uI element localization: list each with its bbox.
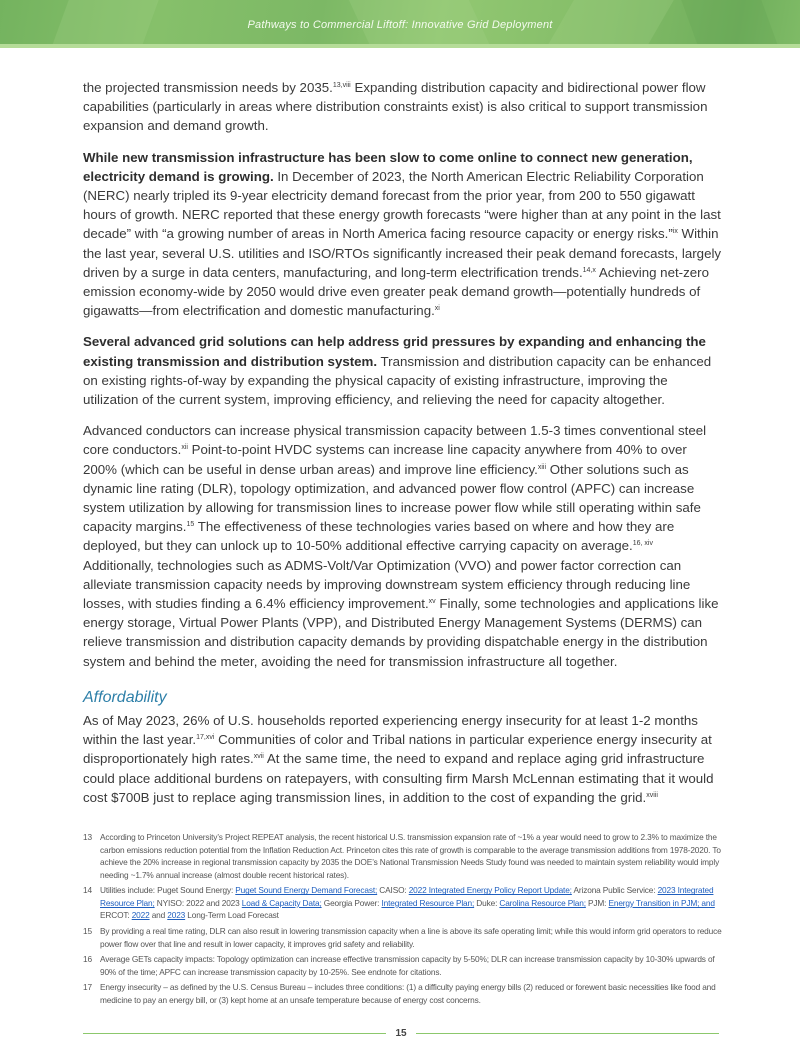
footnote-number: 14 (83, 885, 92, 896)
text-run: Within the last year, several U.S. utilities and ISO/RTOs significantly increased their peak demand forecasts, largely driven by a surge in data centers, manufacturing, and long-term electrification trends. (83, 226, 722, 280)
footnote-reference[interactable]: 14,x (582, 266, 596, 274)
text-run: the projected transmission needs by 2035. (83, 80, 333, 95)
text-run: Duke: (474, 897, 500, 908)
text-run: Transmission and distribution capacity can be enhanced on existing rights-of-way by expanding the physical capacity of existing infrastructure, improving the utilization of the current system, improving efficiency, and relieving the need for capacity altogether. (83, 353, 712, 408)
footer-rule-left (83, 1033, 386, 1035)
footnote-reference[interactable]: 15 (186, 521, 195, 529)
text-run: ERCOT: (100, 910, 132, 921)
page-number: 15 (395, 1027, 407, 1039)
text-run: At the same time, the need to expand and replace aging grid infrastructure could place additional burdens on ratepayers, with consulting firm Marsh McLennan estimating that it would cost $700B just to replace aging transmission lines, in addition to the cost of expanding the grid. (83, 751, 714, 805)
main-content (83, 78, 723, 807)
text-run: As of May 2023, 26% of U.S. households reported experiencing energy insecurity for at least 1-2 months within the last year. (83, 712, 698, 748)
text-run: Expanding distribution capacity and bidirectional power flow capabilities (particularly in areas where distribution constraints exist) is also critical to support transmission expansion and demand growth. (83, 80, 708, 134)
footnote-text (100, 981, 723, 1006)
footnote-reference[interactable]: xiii (537, 463, 546, 471)
text-run: and (149, 910, 168, 921)
lead-sentence: Several advanced grid solutions can help address grid pressures by expanding and enhancing the existing transmission and distribution system. (83, 334, 706, 369)
footnote-reference[interactable]: 13,viii (332, 82, 351, 89)
citation-link[interactable]: 2022 Integrated Energy Policy Report Update; (408, 885, 572, 896)
text-run: According to Princeton University’s Project REPEAT analysis, the recent historical U.S. transmission expansion rate of ~1% a year would need to grow to 2.3% to maximize the carbon emissions reduction potential from the Inflation Reduction Act. Princeton cites this rate of growth is comparable to the average transmission additions from 1978-2020. To achieve the 20% increase in regional transmission capacity by 2035 the DOE’s National Transmission Needs Study found was needed to maintain system reliability would imply needing ~1.7% annual increase (almost double recent historical rates). (100, 831, 721, 880)
page-footer (83, 1027, 719, 1041)
text-run: Finally, some technologies and applications like energy storage, Virtual Power Plants (VPP), and Distributed Energy Management Systems (DERMS) can relieve transmission and distribution capacity demands by providing dispatchable energy in the distribution system and behind the meter, avoiding the need for transmission infrastructure all together. (83, 596, 719, 669)
citation-link[interactable]: Puget Sound Energy Demand Forecast; (235, 885, 378, 896)
footnote-text (100, 884, 723, 922)
text-run: PJM: (585, 897, 609, 908)
paragraph (83, 148, 723, 321)
citation-link[interactable]: 2023 (167, 910, 186, 921)
text-run: Advanced conductors can increase physical transmission capacity between 1.5-3 times conventional steel core conductors. (83, 423, 707, 458)
text-run: Georgia Power: (321, 897, 382, 908)
body-text-bottom (83, 711, 723, 807)
text-run: Long-Term Load Forecast (185, 910, 279, 921)
footnote-item (83, 831, 723, 881)
text-run: Arizona Public Service: (571, 885, 658, 896)
footnote-reference[interactable]: ix (672, 228, 678, 236)
lead-sentence: While new transmission infrastructure has been slow to come online to connect new generation, electricity demand is growing. (83, 149, 693, 184)
footnote-item (83, 981, 723, 1006)
footnote-reference[interactable]: 17,xvi (196, 734, 215, 742)
text-run: Other solutions such as dynamic line rating (DLR), topology optimization, and advanced power flow control (APFC) can increase system utilization by allowing for transmission lines to increase power flow while still operating within safe capacity margins. (83, 461, 701, 535)
text-run: NYISO: 2022 and 2023 (154, 897, 242, 908)
text-run: Energy insecurity – as defined by the U.S. Census Bureau – includes three conditions: (1) a difficulty paying energy bills (2) reduced or forewent basic necessities like food and medicine to pay an energy bill, or (3) kept home at an unsafe temperature because of energy cost concerns. (100, 982, 716, 1006)
footnote-reference[interactable]: xviii (646, 791, 658, 799)
text-run: Additionally, technologies such as ADMS-Volt/Var Optimization (VVO) and power factor correction can alleviate transmission capacity needs by improving downstream system efficiency through reducing line losses, with studies finding a 6.4% efficiency improvement. (83, 557, 691, 612)
footnote-text (100, 925, 723, 950)
text-run: In December of 2023, the North American Electric Reliability Corporation (NERC) nearly tripled its 9-year electricity demand forecast from the prior year, from 200 to 550 gigawatt hours of growth. NERC reported that these energy growth forecasts “were higher than at any point in the last decade” with “a growing number of areas in North America facing resource capacity or energy risks.” (83, 168, 721, 242)
footnote-number: 13 (83, 831, 92, 842)
footnote-text (100, 831, 723, 881)
paragraph (83, 78, 723, 136)
footnote-number: 15 (83, 926, 92, 937)
footnote-reference[interactable]: xv (428, 598, 436, 606)
citation-link[interactable]: Carolina Resource Plan; (499, 897, 586, 908)
footer-rule-right (416, 1033, 719, 1035)
text-run: Utilities include: Puget Sound Energy: (100, 885, 236, 896)
footnotes (83, 831, 723, 1007)
section-heading-affordability: Affordability (83, 688, 167, 706)
text-run: Communities of color and Tribal nations in particular experience energy insecurity at disproportionately high rates. (83, 732, 712, 767)
paragraph (83, 711, 723, 807)
footnote-item (83, 925, 723, 950)
footnote-reference[interactable]: xii (181, 444, 188, 452)
text-run: The effectiveness of these technologies varies based on where and how they are deployed, but they can unlock up to 10-50% additional effective carrying capacity on average. (83, 519, 675, 554)
footnote-reference[interactable]: xi (434, 305, 440, 313)
footnote-number: 17 (83, 982, 92, 993)
footnote-item (83, 953, 723, 978)
citation-link[interactable]: Load & Capacity Data; (241, 897, 322, 908)
footnote-text (100, 953, 723, 978)
citation-link[interactable]: 2022 (131, 910, 150, 921)
text-run: By providing a real time rating, DLR can also result in lowering transmission capacity when a line is above its safe operating limit; while this would inform grid operators to reduce power flow over that line and result in lower capacity, it improves grid safety and reliability. (100, 926, 722, 949)
text-run: CAISO: (377, 885, 409, 896)
paragraph (83, 421, 723, 671)
text-run: Point-to-point HVDC systems can increase line capacity anywhere from 40% to over 200% (which can be useful in dense urban areas) and improve line efficiency. (83, 442, 687, 477)
text-run: Achieving net-zero emission economy-wide by 2050 would drive even greater peak demand growth—potentially hundreds of gigawatts—from electrification and domestic manufacturing. (83, 264, 709, 319)
paragraph (83, 332, 723, 409)
body-text-top (83, 78, 723, 671)
citation-link[interactable]: Integrated Resource Plan; (381, 897, 475, 908)
citation-link[interactable]: Energy Transition in PJM; and (608, 897, 715, 908)
text-run: Average GETs capacity impacts: Topology optimization can increase effective transmission capacity by 5-50%; DLR can increase transmission capacity by 10-30% upwards of 90% of the time; APFC can increase transmission capacity by 10-25%. See endnote for citations. (100, 954, 715, 977)
header-banner (0, 0, 800, 48)
banner-stripe (0, 44, 800, 48)
footnote-reference[interactable]: 16, xiv (632, 540, 653, 548)
document-title: Pathways to Commercial Liftoff: Innovative Grid Deployment (247, 19, 553, 31)
footnote-number: 16 (83, 954, 92, 965)
citation-link[interactable]: 2023 Integrated Resource Plan; (100, 885, 714, 908)
footnote-item (83, 884, 723, 922)
footnote-reference[interactable]: xvii (253, 753, 264, 761)
